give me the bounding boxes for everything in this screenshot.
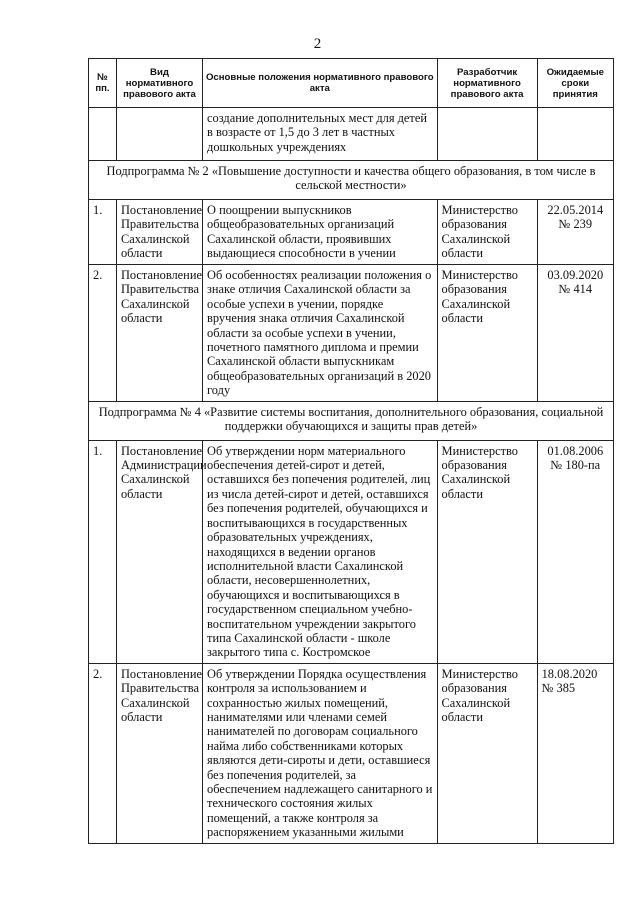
act-content: Об особенностях реализации положения о знаке отличия Сахалинской области за особые успехи в учении, порядке вручения знака отличия Сахалинской области за особые успехи в учении, почетного памятного диплома и премии Сахалинской области выпускникам общеобразовательных организаций в 2020 году [203,265,438,402]
subprogram-2-heading-row [89,161,614,200]
subprogram-4-heading-row [89,401,614,440]
table-row [89,265,614,402]
act-date: 01.08.2006 № 180-па [537,440,613,663]
cell-developer [437,108,537,161]
cell-num [89,108,117,161]
act-date: 03.09.2020 № 414 [537,265,613,402]
subprogram-2-title: Подпрограмма № 2 «Повышение доступности и качества общего образования, в том числе в сельской местности» [89,161,614,200]
header-act-type: Вид нормативного правового акта [116,59,202,108]
act-date: 18.08.2020 № 385 [537,663,613,843]
act-developer: Министерство образования Сахалинской области [437,200,537,265]
act-developer: Министерство образования Сахалинской области [437,663,537,843]
cell-type [116,108,202,161]
normative-acts-table [88,58,614,844]
table-row-continuation [89,108,614,161]
act-type: Постановление Администрации Сахалинской области [116,440,202,663]
header-content: Основные положения нормативного правового акта [203,59,438,108]
row-number: 2. [89,663,117,843]
table-row [89,663,614,843]
header-terms: Ожидаемые сроки принятия [537,59,613,108]
table-header-row [89,59,614,108]
subprogram-4-title: Подпрограмма № 4 «Развитие системы воспитания, дополнительного образования, социальной поддержки обучающихся и защиты прав детей» [89,401,614,440]
act-content: Об утверждении Порядка осуществления контроля за использованием и сохранностью жилых помещений, нанимателями или членами семей нанимателей по договорам социального найма либо собственниками которых являются дети-сироты и дети, оставшиеся без попечения родителей, за обеспечением надлежащего санитарного и технического состояния жилых помещений, а также контроля за распоряжением указанными жилыми [203,663,438,843]
row-number: 1. [89,440,117,663]
act-content: Об утверждении норм материального обеспечения детей-сирот и детей, оставшихся без попечения родителей, лиц из числа детей-сирот и детей, оставшихся без попечения родителей, обучающихся и воспитывающихся в государственных образовательных учреждениях, находящихся в ведении органов исполнительной власти Сахалинской области, несовершеннолетних, обучающихся и воспитывающихся в государственном специальном учебно-воспитательном учреждении закрытого типа Сахалинской области - школе закрытого типа с. Костромское [203,440,438,663]
act-content: О поощрении выпускников общеобразовательных организаций Сахалинской области, проявивших выдающиеся способности в учении [203,200,438,265]
cell-date [537,108,613,161]
act-date: 22.05.2014 № 239 [537,200,613,265]
header-num: № пп. [89,59,117,108]
act-type: Постановление Правительства Сахалинской области [116,265,202,402]
cell-content: создание дополнительных мест для детей в возрасте от 1,5 до 3 лет в частных дошкольных учреждениях [203,108,438,161]
row-number: 2. [89,265,117,402]
act-type: Постановление Правительства Сахалинской области [116,200,202,265]
header-developer: Разработчик нормативного правового акта [437,59,537,108]
table-row [89,440,614,663]
table-row [89,200,614,265]
act-developer: Министерство образования Сахалинской области [437,440,537,663]
row-number: 1. [89,200,117,265]
act-type: Постановление Правительства Сахалинской области [116,663,202,843]
page-number: 2 [313,36,322,52]
act-developer: Министерство образования Сахалинской области [437,265,537,402]
